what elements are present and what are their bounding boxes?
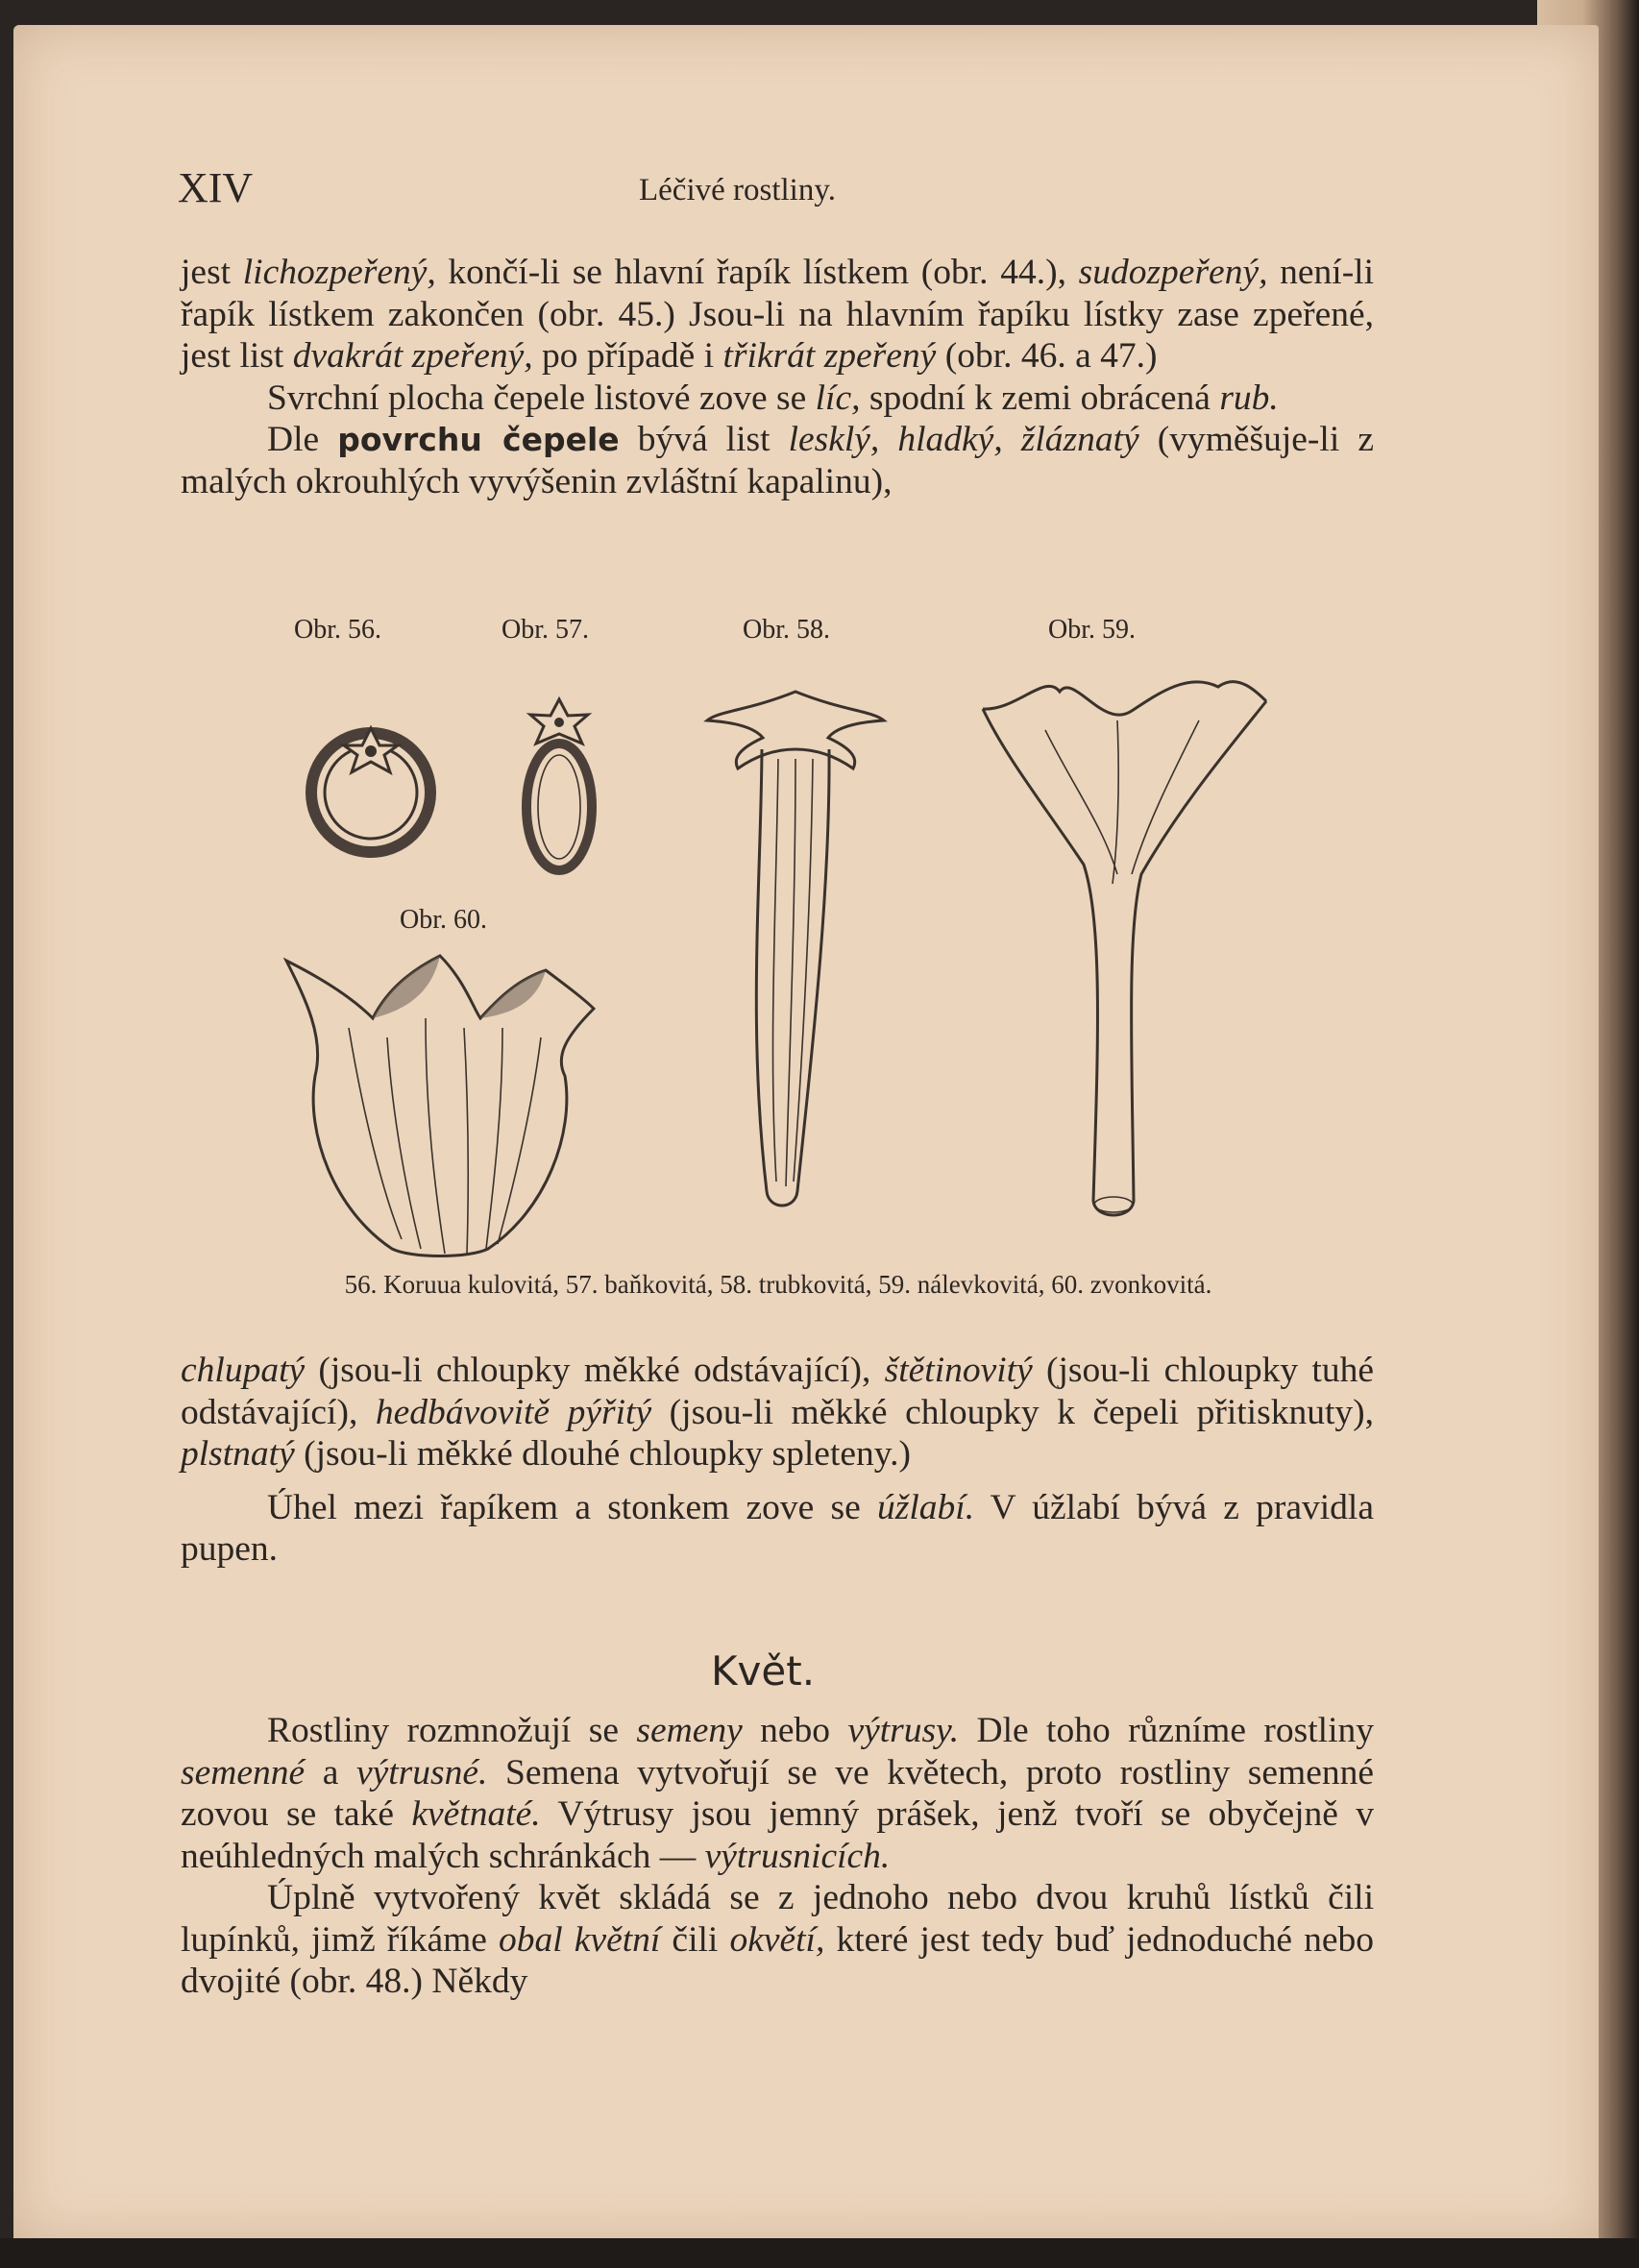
text-run: které jest tedy buď jednoduché nebo dvojité (obr. 48.) Někdy — [181, 1919, 1375, 2001]
bell-corolla-illustration — [286, 956, 594, 1256]
text-run: (vyměšuje-li z malých okrouhlých vyvýšenin zvláštní kapalinu), — [181, 420, 1374, 501]
text-run: Úhel mezi řapíkem a stonkem zove se — [267, 1487, 878, 1527]
term-dvakrat-zpereny: dvakrát zpeřený, — [292, 336, 533, 376]
term-kvetnate: květnaté. — [411, 1794, 541, 1834]
text-run: V úžlabí bývá z pravidla pupen. — [181, 1487, 1374, 1569]
figure-label-59: Obr. 59. — [1048, 615, 1136, 645]
text-run: po případě i — [532, 336, 723, 376]
flower-illustrations — [181, 615, 1391, 1268]
term-uzlabi: úžlabí. — [877, 1487, 975, 1527]
page-number: XIV — [178, 164, 254, 211]
text-run: (jsou-li měkké chloupky k čepeli přitisknuty), — [651, 1392, 1374, 1432]
term-plstnaty: plstnatý — [181, 1434, 295, 1474]
term-hedbavovite-pyrity: hedbávovitě pýřitý — [375, 1392, 652, 1432]
term-obal-kvetni: obal květní — [499, 1919, 661, 1960]
text-run: Dle toho různíme rostliny — [959, 1711, 1374, 1750]
text-run: (jsou-li chloupky tuhé odstávající), — [181, 1351, 1374, 1432]
globular-corolla-illustration — [311, 728, 430, 852]
term-lic: líc, — [815, 378, 861, 418]
figure-label-57: Obr. 57. — [501, 615, 589, 645]
term-chlupaty: chlupatý — [181, 1351, 306, 1390]
paragraph-6 — [181, 1710, 1374, 1877]
tubular-corolla-illustration — [707, 692, 884, 1206]
text-run: Rostliny rozmnožují se — [267, 1711, 637, 1750]
term-okveti: okvětí, — [729, 1919, 825, 1960]
term-stetinovity: štětinovitý — [884, 1351, 1033, 1390]
text-run: Úplně vytvořený květ skládá se z jednoho nebo dvou kruhů lístků čili lupínků, jimž říkáme — [181, 1878, 1374, 1960]
text-run: Výtrusy jsou jemný prášek, jenž tvoří se obyčejně v neúhledných malých schránkách — — [181, 1794, 1375, 1876]
text-block-top — [181, 252, 1374, 502]
text-block-middle — [181, 1350, 1374, 1571]
text-run: čili — [660, 1919, 730, 1960]
text-run: a — [305, 1752, 356, 1792]
text-run: Dle — [267, 420, 338, 459]
paragraph-7 — [181, 1877, 1374, 2003]
figure-caption: 56. Koruua kulovitá, 57. baňkovitá, 58. trubkovitá, 59. nálevkovitá, 60. zvonkovitá. — [344, 1270, 1212, 1299]
figures-56-60 — [181, 615, 1391, 1268]
text-run: Svrchní plocha čepele listové zove se — [267, 378, 816, 418]
text-run: nebo — [742, 1711, 848, 1750]
term-vytrusy: výtrusy. — [847, 1711, 960, 1750]
text-run: spodní k zemi obrácená — [860, 378, 1220, 418]
section-heading: Květ. — [711, 1647, 816, 1695]
text-run: není-li řapík lístkem zakončen (obr. 45.) Jsou-li na hlavním řapíku lístky zase zpeřené, jest list — [181, 253, 1375, 376]
running-head: Léčivé rostliny. — [639, 173, 836, 207]
term-lichozpereny: lichozpeřený, — [242, 253, 436, 292]
scan-bottom-edge — [0, 2238, 1639, 2268]
text-run: (jsou-li chloupky měkké odstávající), — [305, 1351, 885, 1390]
paragraph-2 — [181, 378, 1374, 420]
figure-label-58: Obr. 58. — [743, 615, 830, 645]
text-run: bývá list — [619, 420, 789, 459]
flask-corolla-illustration — [526, 699, 592, 870]
term-rub: rub. — [1219, 378, 1279, 418]
figure-label-56: Obr. 56. — [294, 615, 381, 645]
paragraph-5 — [181, 1487, 1374, 1571]
paragraph-1 — [181, 252, 1374, 378]
term-vytrusne: výtrusné. — [355, 1752, 488, 1792]
figure-label-60: Obr. 60. — [400, 905, 487, 935]
term-povrchu-cepele: povrchu čepele — [337, 421, 620, 458]
text-run: (jsou-li měkké dlouhé chloupky spleteny.) — [294, 1434, 911, 1474]
text-run: jest — [181, 253, 243, 292]
term-semenne: semenné — [181, 1752, 306, 1792]
term-semeny: semeny — [636, 1711, 743, 1750]
paragraph-4 — [181, 1350, 1374, 1475]
page-header — [178, 163, 1369, 221]
funnel-corolla-illustration — [983, 682, 1266, 1215]
text-block-bottom — [181, 1710, 1374, 2003]
term-vytrusnicich: výtrusnicích. — [704, 1836, 891, 1876]
term-sudozpereny: sudozpeřený, — [1078, 253, 1268, 292]
paragraph-3 — [181, 419, 1374, 502]
text-run: Semena vytvořují se ve květech, proto rostliny semenné zovou se také — [181, 1752, 1374, 1834]
term-trikrat-zpereny: třikrát zpeřený — [722, 336, 937, 376]
text-run: (obr. 46. a 47.) — [936, 336, 1158, 376]
text-run: končí-li se hlavní řapík lístkem (obr. 44.), — [435, 253, 1079, 292]
term-leskly-hladky-zlaznaty: lesklý, hladký, žláznatý — [788, 420, 1139, 459]
